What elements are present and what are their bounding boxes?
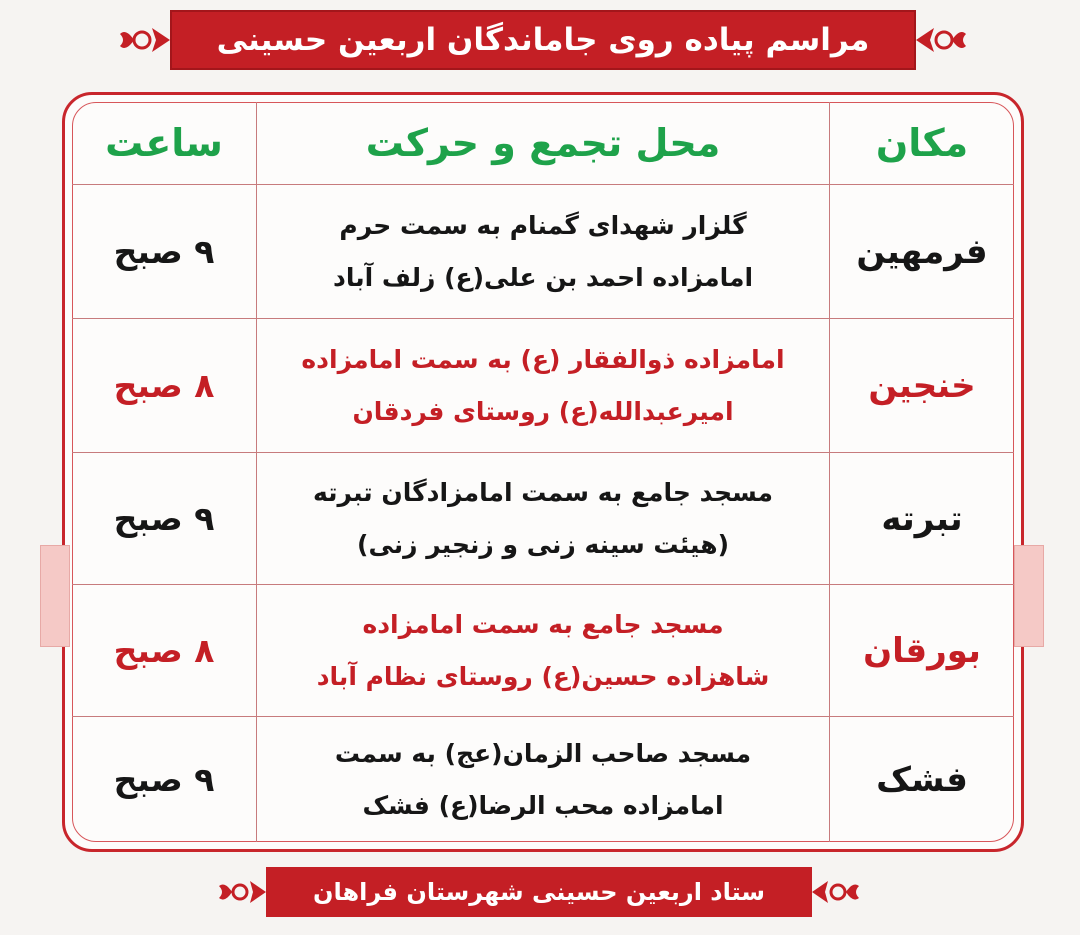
route-line: مسجد صاحب الزمان(عج) به سمت [334,738,752,768]
route-line: گلزار شهدای گمنام به سمت حرم [339,210,747,240]
page-title: مراسم پیاده روی جاماندگان اربعین حسینی [170,10,916,70]
left-side-tab [40,545,70,647]
route-line: (هیئت سینه زنی و زنجیر زنی) [357,529,729,559]
route-cell [257,453,829,584]
route-line: امامزاده محب الرضا(ع) فشک [362,790,724,820]
place-cell: خنجین [868,365,976,406]
route-cell [257,185,829,318]
time-cell: ۹ صبح [113,499,215,538]
left-ornament-icon [118,14,170,66]
route-line: امامزاده ذوالفقار (ع) به سمت امامزاده [301,344,785,374]
place-cell: فشک [876,759,968,800]
footer-banner: ستاد اربعین حسینی شهرستان فراهان [266,867,812,917]
footer-left-ornament-icon [218,867,266,917]
header-time: ساعت [105,121,223,165]
place-cell: تبرته [881,498,963,539]
route-line: مسجد جامع به سمت امامزاده [362,609,724,639]
header-place: مکان [875,121,969,165]
route-cell [257,717,829,842]
route-cell [257,585,829,716]
place-cell: فرمهین [856,231,988,272]
right-ornament-icon [916,14,968,66]
time-cell: ۹ صبح [113,760,215,799]
route-cell [257,319,829,452]
time-cell: ۸ صبح [113,366,215,405]
route-line: امامزاده احمد بن علی(ع) زلف آباد [332,262,754,292]
route-line: شاهزاده حسین(ع) روستای نظام آباد [316,661,770,691]
route-line: امیرعبدالله(ع) روستای فردقان [352,396,734,426]
time-cell: ۹ صبح [113,232,215,271]
route-line: مسجد جامع به سمت امامزادگان تبرته [312,477,774,507]
time-cell: ۸ صبح [113,631,215,670]
header-gathering: محل تجمع و حرکت [365,121,721,165]
footer-right-ornament-icon [812,867,860,917]
place-cell: بورقان [863,630,981,671]
right-side-tab [1014,545,1044,647]
